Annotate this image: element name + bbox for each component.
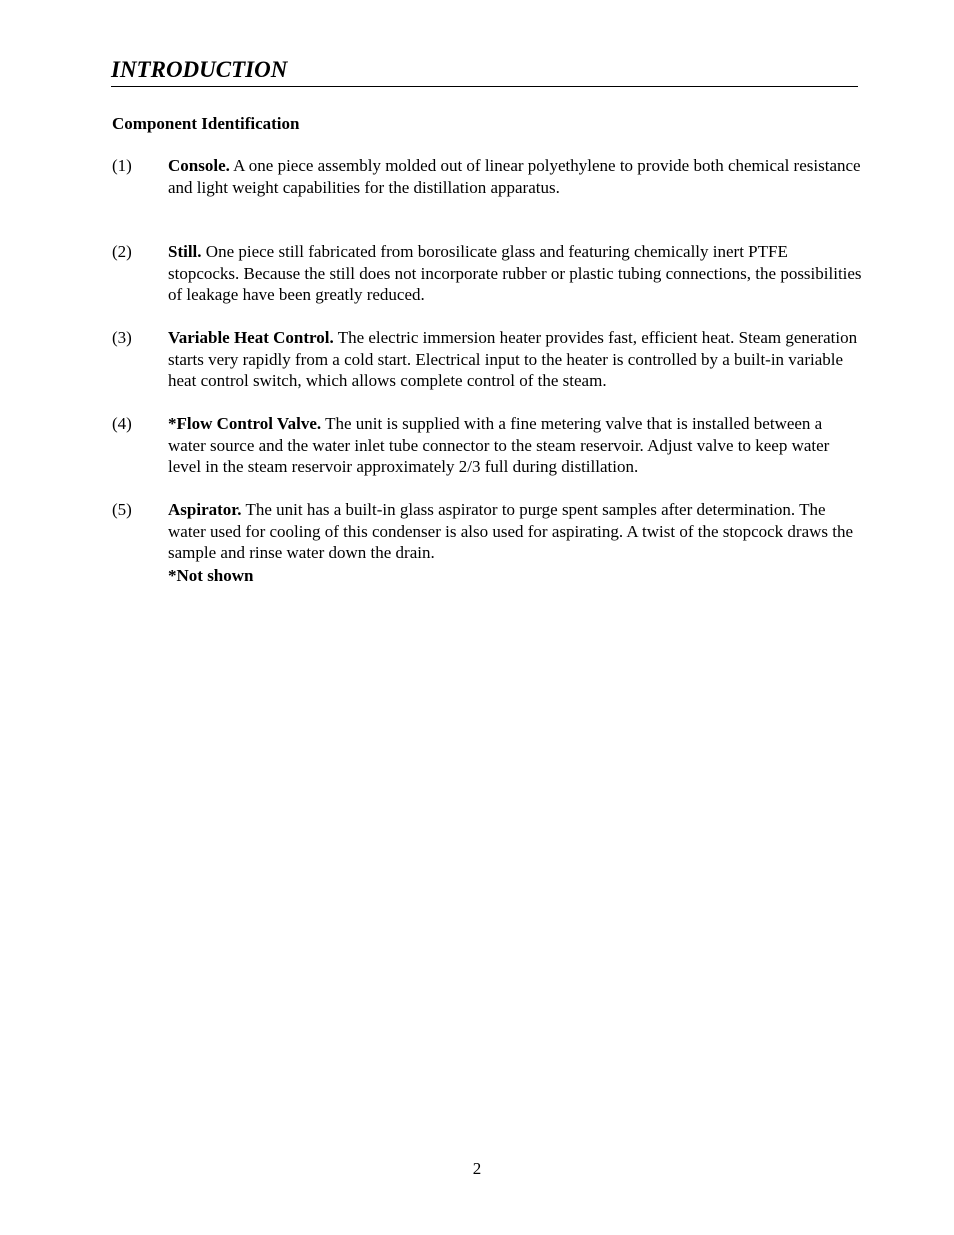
item-name: Console. (168, 156, 230, 175)
item-number: (4) (112, 414, 132, 433)
component-list (112, 155, 862, 585)
item-name: *Flow Control Valve. (168, 414, 322, 433)
section-heading: Component Identification (112, 114, 300, 133)
item-description (168, 155, 862, 198)
item-description (168, 327, 862, 392)
item-name: Still. (168, 242, 202, 261)
item-body: A one piece assembly molded out of linear polyethylene to provide both chemical resistance and light weight capabilities for the distillation apparatus. (168, 156, 861, 197)
list-item-variable-heat-control (112, 327, 858, 392)
item-number: (5) (112, 500, 132, 519)
item-body: The unit is supplied with a fine metering valve that is installed between a water source and the water inlet tube connector to the steam reservoir. Adjust valve to keep water level in the steam reservoir approximately 2/3 full during distillation. (168, 414, 830, 476)
item-description (168, 413, 862, 478)
item-body: The electric immersion heater provides fast, efficient heat. Steam generation starts very rapidly from a cold start. Electrical input to the heater is controlled by a built-in variable heat control switch, which allows complete control of the steam. (168, 328, 858, 390)
item-number: (2) (112, 242, 132, 261)
list-item-aspirator (112, 499, 858, 564)
list-item-still (112, 241, 862, 306)
page-title: INTRODUCTION (111, 57, 288, 82)
title-divider (111, 86, 858, 87)
list-item-flow-control-valve (112, 413, 858, 478)
list-item-console (112, 155, 861, 220)
item-name: Variable Heat Control. (168, 328, 334, 347)
item-number: (1) (112, 156, 132, 175)
item-number: (3) (112, 328, 132, 347)
item-body: One piece still fabricated from borosilicate glass and featuring chemically inert PTFE stopcocks. Because the still does not incorporate rubber or plastic tubing connections, the possibilities of leakage have been greatly reduced. (168, 242, 862, 304)
item-description (168, 241, 862, 306)
item-name: Aspirator. (168, 500, 242, 519)
footnote-not-shown: *Not shown (168, 566, 254, 585)
page-number: 2 (472, 1159, 482, 1178)
item-body: The unit has a built-in glass aspirator to purge spent samples after determination. The water used for cooling of this condenser is also used for aspirating. A twist of the stopcock draws the sample and rinse water down the drain. (168, 500, 854, 562)
item-description (168, 499, 862, 564)
